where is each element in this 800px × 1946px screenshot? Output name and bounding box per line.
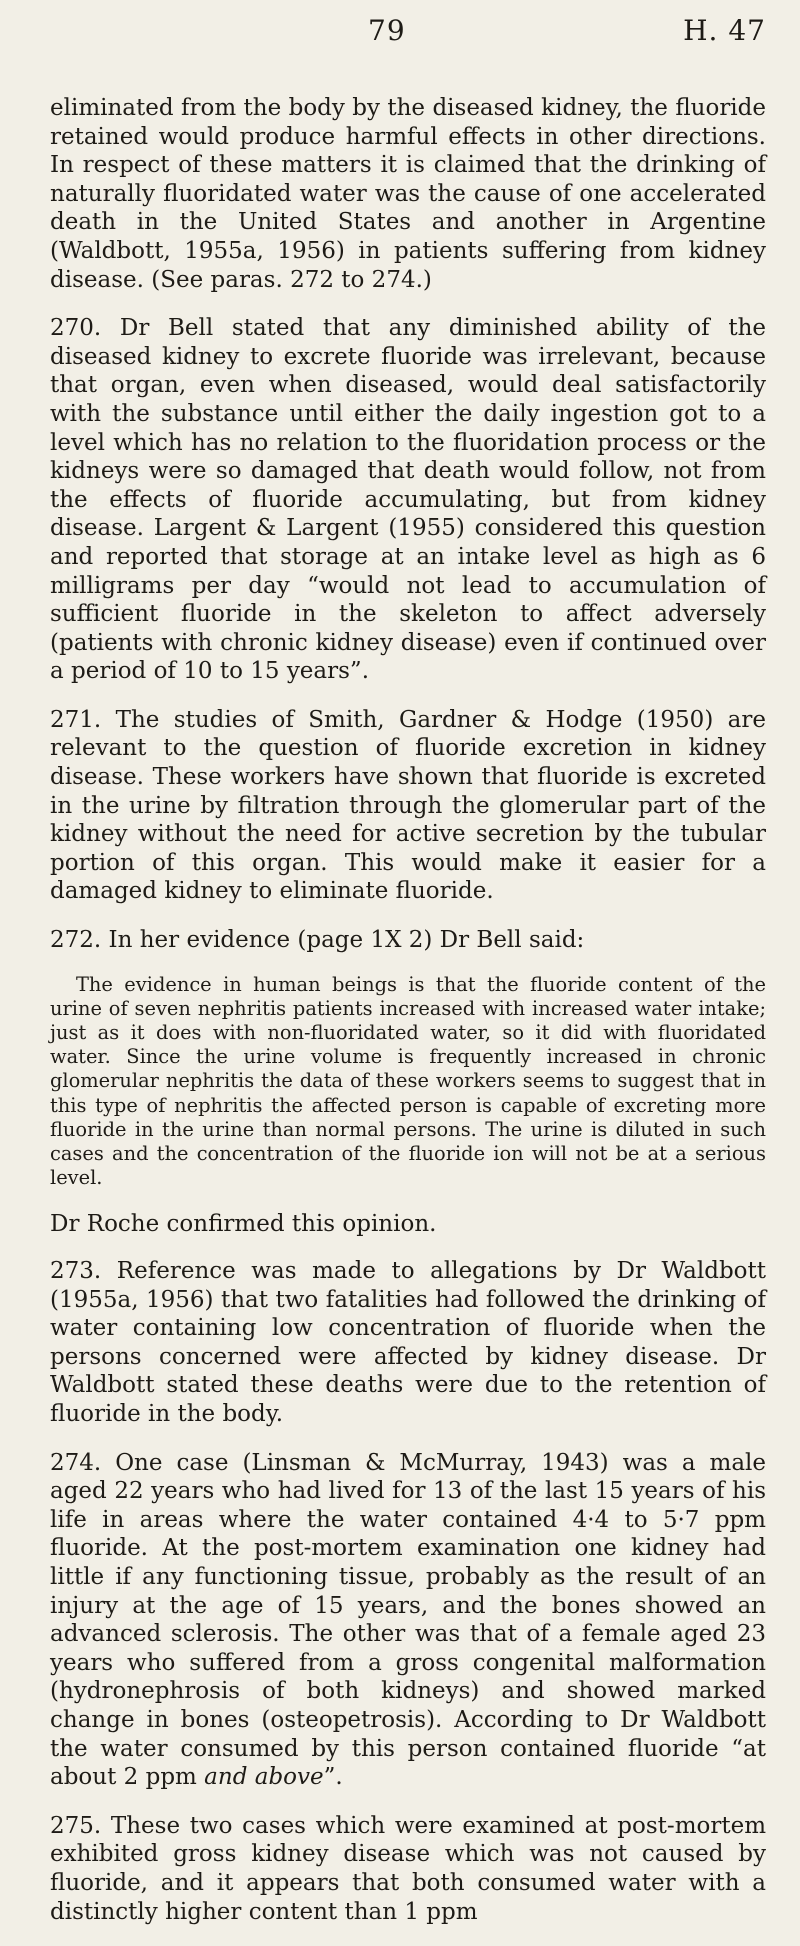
page-header (0, 14, 800, 54)
paragraph-number: 272. (50, 927, 102, 954)
paragraph-text: eliminated from the body by the diseased kidney, the fluoride retained would produce harmful effects in other directions. In respect of these matters it is claimed that the drinking of naturally fluoridated water was the cause of one accelerated death in the United States and another in Argentine (Waldbott, 1955a, 1956) in patients suffering from kidney disease. (See paras. 272 to 274.) (50, 95, 766, 293)
paragraph-text: Reference was made to allegations by Dr Waldbott (1955a, 1956) that two fatalities had followed the drinking of water containing low concentration of fluoride when the persons concerned were affected by kidney disease. Dr Waldbott stated these deaths were due to the retention of fluoride in the body. (50, 1258, 766, 1428)
document-reference: H. 47 (683, 14, 766, 47)
paragraph-272 (50, 926, 766, 955)
paragraph-270 (50, 314, 766, 686)
paragraph-number: 275. (50, 1812, 102, 1839)
body-text (50, 94, 766, 1946)
paragraph-275 (50, 1812, 766, 1926)
page-number: 79 (368, 14, 406, 47)
quoted-evidence: The evidence in human beings is that the fluoride content of the urine of seven nephritis patients increased with increased water intake; just as it does with non-fluoridated water, so it did with fluoridated water. Since the urine volume is frequently increased in chronic glomerular nephritis the data of these workers seems to suggest that in this type of nephritis the affected person is capable of excreting more fluoride in the urine than normal persons. The urine is diluted in such cases and the concentration of the fluoride ion will not be at a serious level. (50, 972, 766, 1190)
paragraph-text: Dr Bell stated that any diminished ability of the diseased kidney to excrete fluoride was irrelevant, because that organ, even when diseased, would deal satisfactorily with the substance until either the daily ingestion got to a level which has no relation to the fluoridation process or the kidneys were so damaged that death would follow, not from the effects of fluoride accumulating, but from kidney disease. Largent & Largent (1955) considered this question and reported that storage at an intake level as high as 6 milligrams per day “would not lead to accumulation of sufficient fluoride in the skeleton to affect adversely (patients with chronic kidney disease) even if continued over a period of 10 to 15 years”. (50, 315, 766, 685)
emphasis-text: and above (204, 1764, 324, 1791)
paragraph-text: The studies of Smith, Gardner & Hodge (1950) are relevant to the question of fluoride excretion in kidney disease. These workers have shown that fluoride is excreted in the urine by filtration through the glomerular part of the kidney without the need for active secretion by the tubular portion of this organ. This would make it easier for a damaged kidney to eliminate fluoride. (50, 706, 767, 905)
confirmation-line: Dr Roche confirmed this opinion. (50, 1211, 437, 1238)
paragraph-271 (50, 706, 766, 906)
paragraph-continued (50, 94, 766, 294)
paragraph-number: 271. (50, 706, 102, 733)
paragraph-text: One case (Linsman & McMurray, 1943) was a male aged 22 years who had lived for 13 of the last 15 years of his life in areas where the water contained 4·4 to 5·7 ppm fluoride. At the post-mortem examination one kidney had little if any functioning tissue, probably as the result of an injury at the age of 15 years, and the bones showed an advanced sclerosis. The other was that of a female aged 23 years who suffered from a gross congenital malformation (hydronephrosis of both kidneys) and showed marked change in bones (osteopetrosis). According to Dr Waldbott the water consumed by this person contained fluoride “at about 2 ppm (50, 1449, 766, 1791)
paragraph-number: 273. (50, 1258, 102, 1285)
paragraph-number: 274. (50, 1449, 102, 1476)
paragraph-number: 270. (50, 315, 102, 342)
paragraph-274 (50, 1449, 766, 1792)
paragraph-text: In her evidence (page 1X 2) Dr Bell said: (108, 927, 585, 954)
paragraph-273 (50, 1257, 766, 1429)
paragraph-tail: ”. (323, 1764, 343, 1791)
paragraph-text: These two cases which were examined at post-mortem exhibited gross kidney disease which was not caused by fluoride, and it appears that both consumed water with a distinctly higher content than 1 ppm (50, 1812, 767, 1925)
